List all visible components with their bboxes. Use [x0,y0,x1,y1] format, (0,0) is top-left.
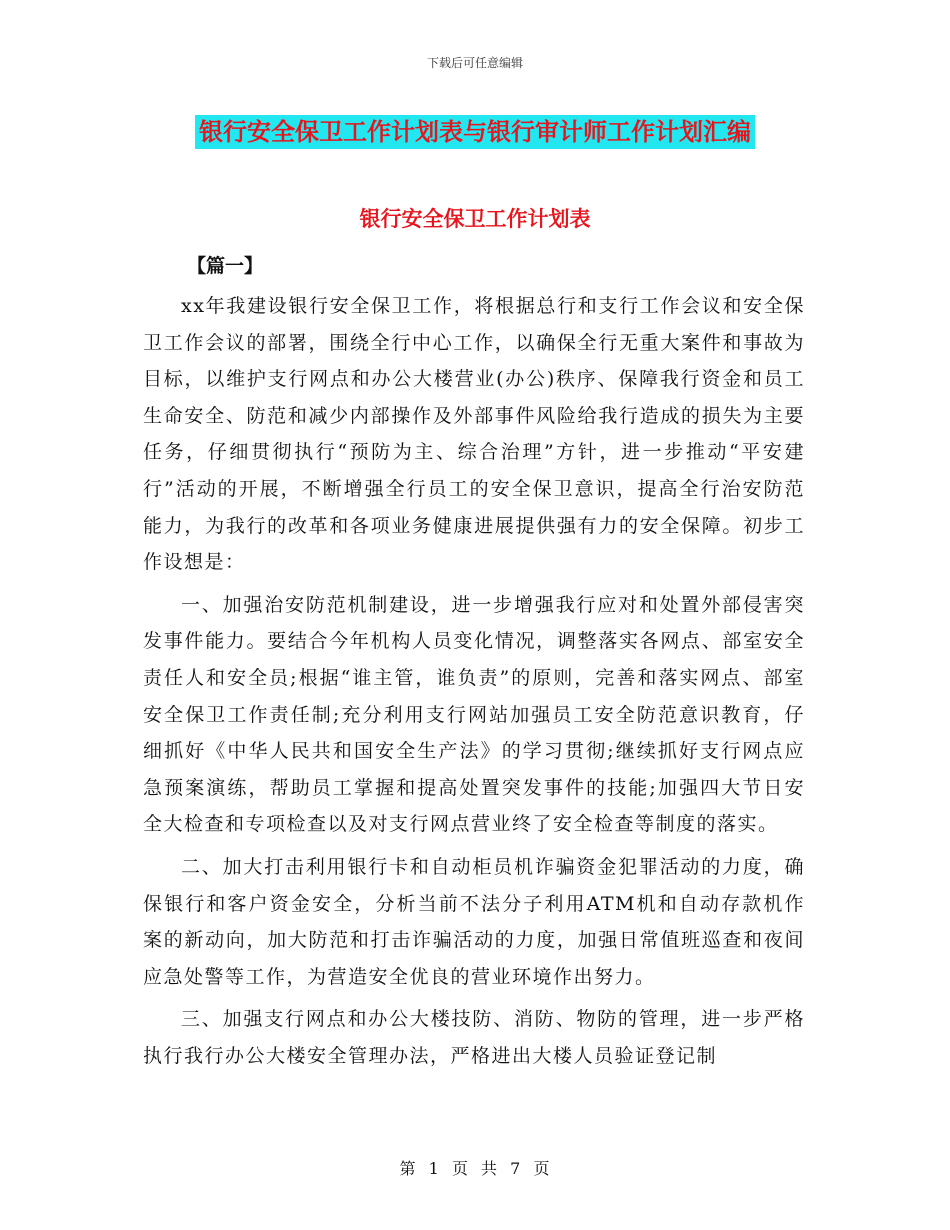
header-note: 下载后可任意编辑 [426,56,523,70]
main-title [0,112,950,147]
footer-total-unit: 页 [533,1159,551,1178]
footer-total-prefix: 共 [481,1159,499,1178]
total-page-count: 7 [510,1159,522,1178]
paragraph-item-3: 三、加强支行网点和办公大楼技防、消防、物防的管理，进一步严格执行我行办公大楼安全管理办法，严格进出大楼人员验证登记制 [143,1008,805,1067]
part-label: 【篇一】 [187,255,264,277]
body-text [143,288,805,1080]
main-title-text: 银行安全保卫工作计划表与银行审计师工作计划汇编 [195,115,755,149]
paragraph-intro: xx年我建设银行安全保卫工作，将根据总行和支行工作会议和安全保卫工作会议的部署，围绕全行中心工作，以确保全行无重大案件和事故为目标，以维护支行网点和办公大楼营业(办公)秩序、保障我行资金和员工生命安全、防范和减少内部操作及外部事件风险给我行造成的损失为主要任务，仔细贯彻执行“预防为主、综合治理”方针，进一步推动“平安建行”活动的开展，不断增强全行员工的安全保卫意识，提高全行治安防范能力，为我行的改革和各项业务健康进展提供强有力的安全保障。初步工作设想是： [143,295,805,574]
page-footer [0,1156,950,1179]
paragraph-item-2: 二、加大打击利用银行卡和自动柜员机诈骗资金犯罪活动的力度，确保银行和客户资金安全，分析当前不法分子利用ATM机和自动存款机作案的新动向，加大防范和打击诈骗活动的力度，加强日常值班巡查和夜间应急处警等工作，为营造安全优良的营业环境作出努力。 [143,855,805,988]
section-title: 银行安全保卫工作计划表 [359,207,591,231]
footer-page-unit: 页 [451,1159,469,1178]
paragraph-item-1: 一、加强治安防范机制建设，进一步增强我行应对和处置外部侵害突发事件能力。要结合今年机构人员变化情况，调整落实各网点、部室安全责任人和安全员;根据“谁主管，谁负责”的原则，完善和落实网点、部室安全保卫工作责任制;充分利用支行网站加强员工安全防范意识教育，仔细抓好《中华人民共和国安全生产法》的学习贯彻;继续抓好支行网点应急预案演练，帮助员工掌握和提高处置突发事件的技能;加强四大节日安全大检查和专项检查以及对支行网点营业终了安全检查等制度的落实。 [143,593,805,836]
current-page-number: 1 [428,1159,440,1178]
footer-prefix: 第 [399,1159,417,1178]
